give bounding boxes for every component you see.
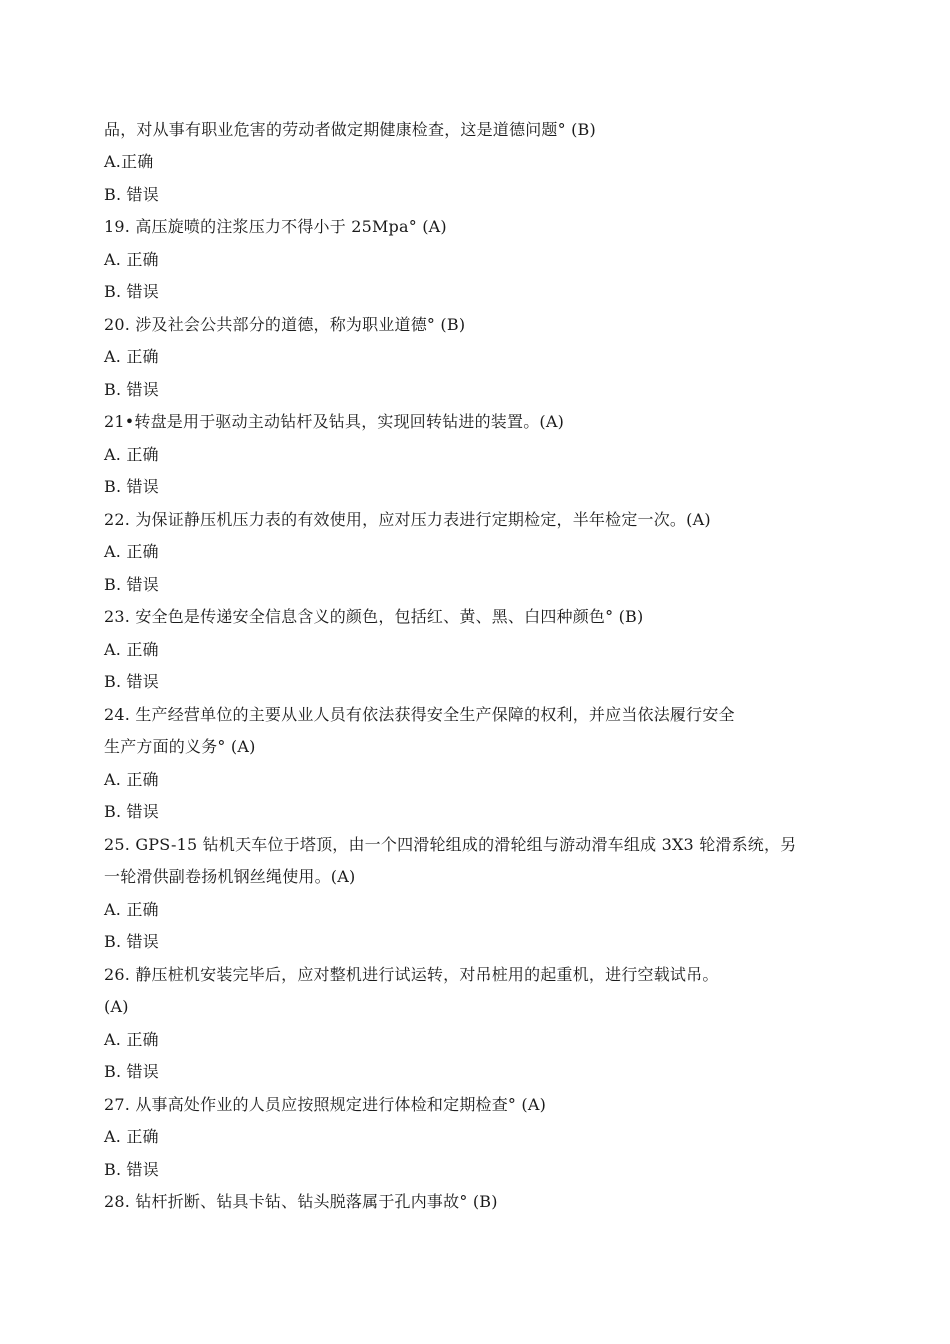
text-line: 21•转盘是用于驱动主动钻杆及钻具，实现回转钻进的装置。(A) xyxy=(104,412,565,431)
text-line: 24. 生产经营单位的主要从业人员有依法获得安全生产保障的权利，并应当依法履行安全 xyxy=(104,705,735,724)
text-line: B. 错误 xyxy=(104,282,159,301)
text-line: B. 错误 xyxy=(104,477,159,496)
text-line: A. 正确 xyxy=(104,250,159,269)
text-line: 22. 为保证静压机压力表的有效使用，应对压力表进行定期检定，半年检定一次。(A) xyxy=(104,510,711,529)
text-line: B. 错误 xyxy=(104,575,159,594)
text-line: 20. 涉及社会公共部分的道德，称为职业道德° (B) xyxy=(104,315,466,334)
text-line: B. 错误 xyxy=(104,1160,159,1179)
text-line: A. 正确 xyxy=(104,347,159,366)
text-line: (A) xyxy=(104,997,129,1016)
text-line: 19. 高压旋喷的注浆压力不得小于 25Mpa° (A) xyxy=(104,217,447,236)
text-line: 一轮滑供副卷扬机钢丝绳使用。(A) xyxy=(104,867,356,886)
text-line: B. 错误 xyxy=(104,672,159,691)
text-line: A. 正确 xyxy=(104,770,159,789)
text-line: A.正确 xyxy=(104,152,154,171)
text-line: A. 正确 xyxy=(104,1030,159,1049)
text-line: B. 错误 xyxy=(104,1062,159,1081)
text-line: 生产方面的义务° (A) xyxy=(104,737,256,756)
text-line: A. 正确 xyxy=(104,900,159,919)
text-line: 28. 钻杆折断、钻具卡钻、钻头脱落属于孔内事故° (B) xyxy=(104,1192,498,1211)
text-line: B. 错误 xyxy=(104,185,159,204)
text-line: B. 错误 xyxy=(104,802,159,821)
text-line: B. 错误 xyxy=(104,932,159,951)
text-line: 品，对从事有职业危害的劳动者做定期健康检查，这是道德问题° (B) xyxy=(104,120,596,139)
text-line: 26. 静压桩机安装完毕后，应对整机进行试运转，对吊桩用的起重机，进行空载试吊。 xyxy=(104,965,719,984)
text-line: A. 正确 xyxy=(104,542,159,561)
text-line: A. 正确 xyxy=(104,1127,159,1146)
text-line: B. 错误 xyxy=(104,380,159,399)
text-line: 25. GPS-15 钻机天车位于塔顶，由一个四滑轮组成的滑轮组与游动滑车组成 3X3 轮滑系统，另 xyxy=(104,835,797,854)
text-line: A. 正确 xyxy=(104,640,159,659)
text-line: A. 正确 xyxy=(104,445,159,464)
text-line: 23. 安全色是传递安全信息含义的颜色，包括红、黄、黑、白四种颜色° (B) xyxy=(104,607,644,626)
text-line: 27. 从事高处作业的人员应按照规定进行体检和定期检查° (A) xyxy=(104,1095,547,1114)
